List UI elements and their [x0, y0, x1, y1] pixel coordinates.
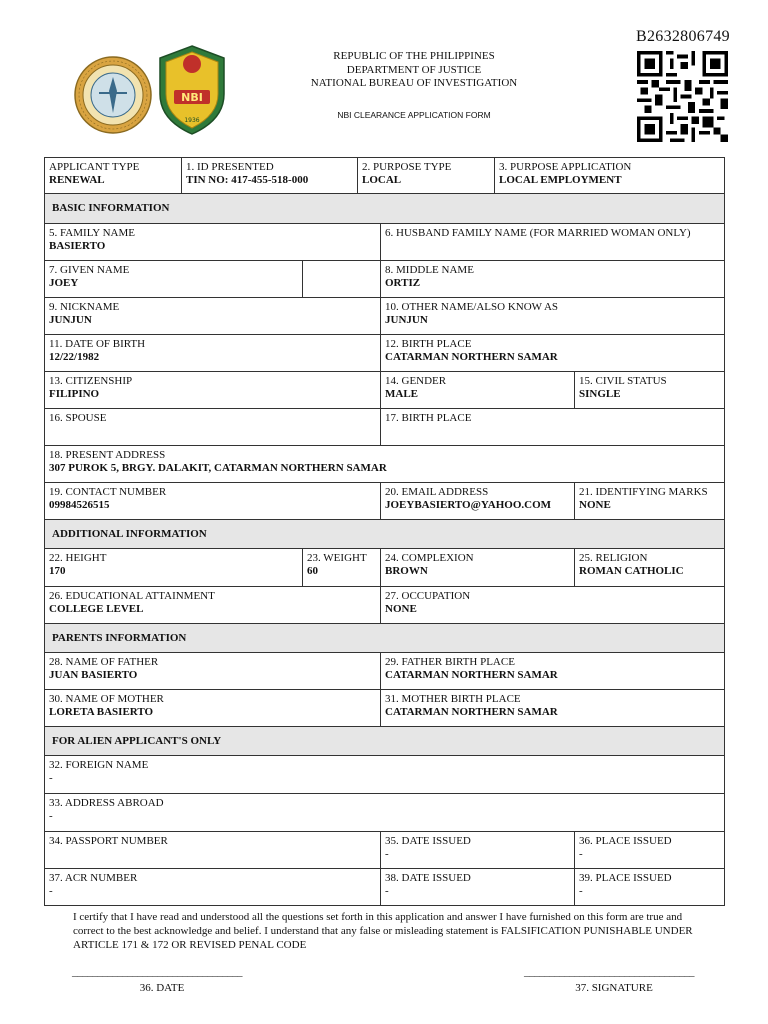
field-label: 2. PURPOSE TYPE — [362, 161, 452, 173]
mother-birth-place-value: CATARMAN NORTHERN SAMAR — [385, 706, 558, 718]
field-label: 39. PLACE ISSUED — [579, 872, 672, 884]
spouse-birth-place-cell — [381, 409, 725, 446]
contact-number-cell — [45, 483, 381, 520]
field-label: 25. RELIGION — [579, 552, 648, 564]
mother-name-cell — [45, 690, 381, 727]
acr-number-cell — [45, 869, 381, 906]
passport-number-cell — [45, 832, 381, 869]
address-abroad-cell — [45, 794, 725, 832]
present-address-value: 307 PUROK 5, BRGY. DALAKIT, CATARMAN NORTHERN SAMAR — [49, 462, 387, 474]
application-form-table — [44, 157, 725, 906]
field-label: 8. MIDDLE NAME — [385, 264, 474, 276]
field-label: 14. GENDER — [385, 375, 447, 387]
height-cell — [45, 549, 303, 587]
passport-number-value — [49, 848, 376, 861]
field-label: 18. PRESENT ADDRESS — [49, 449, 166, 461]
section-additional-information: ADDITIONAL INFORMATION — [45, 520, 725, 549]
present-address-cell — [45, 446, 725, 483]
passport-date-issued-cell — [381, 832, 575, 869]
father-name-value: JUAN BASIERTO — [49, 669, 138, 681]
family-name-value: BASIERTO — [49, 240, 106, 252]
contact-number-value: 09984526515 — [49, 499, 110, 511]
husband-family-name-value — [385, 240, 720, 253]
field-label: 31. MOTHER BIRTH PLACE — [385, 693, 521, 705]
spouse-birth-place-value — [385, 425, 720, 438]
educational-attainment-value: COLLEGE LEVEL — [49, 603, 144, 615]
father-name-cell — [45, 653, 381, 690]
date-label: 36. DATE — [139, 982, 185, 994]
mother-birth-place-cell — [381, 690, 725, 727]
field-label: 36. PLACE ISSUED — [579, 835, 672, 847]
purpose-application-cell — [495, 158, 725, 194]
field-label: 16. SPOUSE — [49, 412, 107, 424]
family-name-cell — [45, 224, 381, 261]
father-birth-place-cell — [381, 653, 725, 690]
complexion-value: BROWN — [385, 565, 428, 577]
educational-attainment-cell — [45, 587, 381, 624]
acr-place-issued-value: - — [579, 885, 583, 897]
middle-name-cell — [381, 261, 725, 298]
acr-number-value: - — [49, 885, 53, 897]
mother-name-value: LORETA BASIERTO — [49, 706, 154, 718]
complexion-cell — [381, 549, 575, 587]
gender-value: MALE — [385, 388, 418, 400]
given-name-value: JOEY — [49, 277, 79, 289]
identifying-marks-value: NONE — [579, 499, 611, 511]
field-label: 17. BIRTH PLACE — [385, 412, 472, 424]
certification-statement: I certify that I have read and understood all the questions set forth in this application and answer I have furnished on this form are true and correct to the best acknowledge and belief. I understand that any false or misleading statement is FALSIFICATION PUNISHABLE UNDER ARTICLE 171 & 172 OR REVISED PENAL CODE — [73, 911, 693, 951]
purpose-type-value: LOCAL — [362, 174, 402, 186]
field-label: 13. CITIZENSHIP — [49, 375, 133, 387]
header-line-3: NATIONAL BUREAU OF INVESTIGATION — [310, 77, 518, 89]
birth-place-value: CATARMAN NORTHERN SAMAR — [385, 351, 558, 363]
field-label: 1. ID PRESENTED — [186, 161, 274, 173]
passport-place-issued-cell — [575, 832, 725, 869]
field-label: 38. DATE ISSUED — [385, 872, 471, 884]
nickname-cell — [45, 298, 381, 335]
field-label: 20. EMAIL ADDRESS — [385, 486, 489, 498]
weight-value: 60 — [307, 565, 318, 577]
qr-code-icon — [637, 50, 728, 143]
field-label: 9. NICKNAME — [49, 301, 120, 313]
identifying-marks-cell — [575, 483, 725, 520]
email-address-cell — [381, 483, 575, 520]
section-parents-information: PARENTS INFORMATION — [45, 624, 725, 653]
header-line-1: REPUBLIC OF THE PHILIPPINES — [333, 50, 495, 62]
date-signature-line: __________________________________ — [72, 966, 242, 978]
other-name-value: JUNJUN — [385, 314, 428, 326]
civil-status-value: SINGLE — [579, 388, 621, 400]
religion-value: ROMAN CATHOLIC — [579, 565, 684, 577]
birth-place-cell — [381, 335, 725, 372]
purpose-application-value: LOCAL EMPLOYMENT — [499, 174, 622, 186]
field-label: 12. BIRTH PLACE — [385, 338, 472, 350]
field-label: 26. EDUCATIONAL ATTAINMENT — [49, 590, 215, 602]
field-label: 21. IDENTIFYING MARKS — [579, 486, 708, 498]
blank-cell — [303, 261, 381, 298]
passport-place-issued-value: - — [579, 848, 583, 860]
other-name-cell — [381, 298, 725, 335]
field-label: 15. CIVIL STATUS — [579, 375, 667, 387]
passport-date-issued-value: - — [385, 848, 389, 860]
purpose-type-cell — [358, 158, 495, 194]
applicant-type-value: RENEWAL — [49, 174, 105, 186]
signature-line: __________________________________ — [524, 966, 694, 978]
field-label: 11. DATE OF BIRTH — [49, 338, 146, 350]
gender-cell — [381, 372, 575, 409]
foreign-name-cell — [45, 756, 725, 794]
address-abroad-value: - — [49, 810, 53, 822]
field-label: 10. OTHER NAME/ALSO KNOW AS — [385, 301, 559, 313]
field-label: 19. CONTACT NUMBER — [49, 486, 167, 498]
date-of-birth-value: 12/22/1982 — [49, 351, 100, 363]
field-label: 24. COMPLEXION — [385, 552, 474, 564]
field-label: 30. NAME OF MOTHER — [49, 693, 164, 705]
field-label: 37. ACR NUMBER — [49, 872, 138, 884]
nbi-badge-icon — [152, 42, 232, 137]
father-birth-place-value: CATARMAN NORTHERN SAMAR — [385, 669, 558, 681]
field-label: 32. FOREIGN NAME — [49, 759, 149, 771]
date-of-birth-cell — [45, 335, 381, 372]
foreign-name-value: - — [49, 772, 53, 784]
field-label: 22. HEIGHT — [49, 552, 107, 564]
field-label: 29. FATHER BIRTH PLACE — [385, 656, 515, 668]
given-name-cell — [45, 261, 303, 298]
nbi-badge-text: NBI — [181, 91, 203, 104]
section-basic-information: BASIC INFORMATION — [45, 194, 725, 224]
field-label: APPLICANT TYPE — [49, 161, 140, 173]
height-value: 170 — [49, 565, 66, 577]
occupation-value: NONE — [385, 603, 417, 615]
signature-label: 37. SIGNATURE — [575, 982, 653, 994]
field-label: 28. NAME OF FATHER — [49, 656, 159, 668]
doj-seal-icon — [73, 55, 153, 135]
field-label: 3. PURPOSE APPLICATION — [499, 161, 632, 173]
field-label: 5. FAMILY NAME — [49, 227, 135, 239]
acr-place-issued-cell — [575, 869, 725, 906]
husband-family-name-cell — [381, 224, 725, 261]
field-label: 34. PASSPORT NUMBER — [49, 835, 168, 847]
field-label: 33. ADDRESS ABROAD — [49, 797, 164, 809]
header-line-2: DEPARTMENT OF JUSTICE — [346, 63, 482, 76]
acr-date-issued-cell — [381, 869, 575, 906]
spouse-cell — [45, 409, 381, 446]
form-title: NBI CLEARANCE APPLICATION FORM — [337, 110, 491, 120]
applicant-type-cell — [45, 158, 182, 194]
nickname-value: JUNJUN — [49, 314, 92, 326]
acr-date-issued-value: - — [385, 885, 389, 897]
weight-cell — [303, 549, 381, 587]
document-number: B2632806749 — [636, 28, 730, 45]
civil-status-cell — [575, 372, 725, 409]
field-label: 6. HUSBAND FAMILY NAME (FOR MARRIED WOMAN ONLY) — [385, 227, 691, 239]
citizenship-cell — [45, 372, 381, 409]
nbi-badge-year: 1936 — [184, 117, 200, 124]
middle-name-value: ORTIZ — [385, 277, 421, 289]
field-label: 35. DATE ISSUED — [385, 835, 471, 847]
email-address-value: JOEYBASIERTO@YAHOO.COM — [385, 499, 552, 511]
field-label: 23. WEIGHT — [307, 552, 367, 564]
id-presented-value: TIN NO: 417-455-518-000 — [186, 174, 309, 186]
field-label: 27. OCCUPATION — [385, 590, 471, 602]
occupation-cell — [381, 587, 725, 624]
id-presented-cell — [182, 158, 358, 194]
religion-cell — [575, 549, 725, 587]
spouse-value — [49, 425, 376, 438]
field-label: 7. GIVEN NAME — [49, 264, 130, 276]
citizenship-value: FILIPINO — [49, 388, 100, 400]
section-alien-applicant: FOR ALIEN APPLICANT'S ONLY — [45, 727, 725, 756]
